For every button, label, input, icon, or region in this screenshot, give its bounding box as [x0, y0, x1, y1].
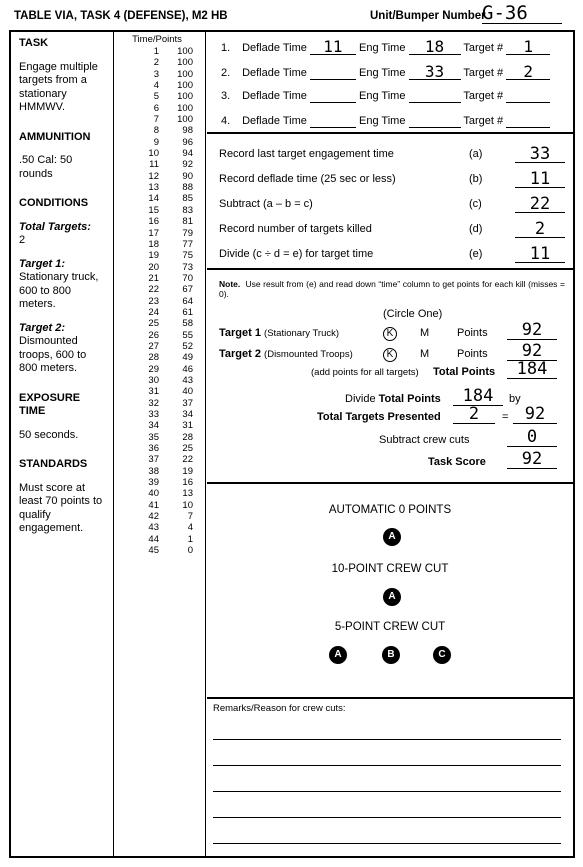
scoring-section [207, 270, 573, 478]
task-text: Engage multiple targets from a stationary HMMWV. [19, 60, 98, 113]
record-label: Subtract (a – b = c) [219, 198, 313, 210]
target-number-field[interactable]: 2 [506, 65, 550, 80]
time-value: 44 [148, 533, 159, 545]
row-number: 4. [221, 115, 231, 127]
total-targets-heading: Total Targets: [19, 220, 91, 233]
points-value: 10 [182, 499, 193, 511]
time-points-row [115, 330, 199, 341]
points-value: 98 [182, 125, 193, 137]
form-frame [9, 30, 575, 858]
time-points-row [115, 182, 199, 193]
record-value-field[interactable]: 11 [515, 246, 565, 263]
time-value: 41 [148, 499, 159, 511]
crew-cut-a-five[interactable]: A [329, 646, 347, 664]
record-row-e [219, 246, 563, 262]
points-value: 64 [182, 295, 193, 307]
target2-m[interactable]: M [420, 348, 430, 360]
target1-bold: Target 1 [219, 327, 261, 339]
points-value: 52 [182, 340, 193, 352]
time-points-table [115, 34, 199, 556]
time-points-row [115, 307, 199, 318]
points-value: 67 [182, 284, 193, 296]
time-points-row [115, 103, 199, 114]
time-value: 17 [148, 227, 159, 239]
circle-one-label: (Circle One) [383, 308, 443, 320]
deflade-time-field[interactable] [310, 79, 356, 80]
total-points-label: Total Points [433, 366, 496, 378]
time-value: 5 [153, 91, 159, 103]
time-value: 40 [148, 488, 159, 500]
note-bold: Note. [219, 279, 241, 289]
time-points-row [115, 477, 199, 488]
deflade-section [207, 32, 573, 130]
time-points-row [115, 386, 199, 397]
time-value: 30 [148, 374, 159, 386]
row-number: 1. [221, 42, 231, 54]
time-value: 37 [148, 454, 159, 466]
divide-total-field[interactable]: 184 [453, 388, 503, 406]
time-value: 6 [153, 102, 159, 114]
target-label: Target # [463, 90, 504, 102]
record-label: Record deflade time (25 sec or less) [219, 173, 396, 185]
eng-time-field[interactable]: 18 [409, 40, 461, 55]
points-value: 100 [177, 80, 193, 92]
time-points-row [115, 500, 199, 511]
by-label: by [509, 393, 521, 405]
ten-point-label: 10-POINT CREW CUT [331, 563, 449, 575]
time-points-row [115, 91, 199, 102]
points-value: 19 [182, 465, 193, 477]
points-value: 46 [182, 363, 193, 375]
row-number: 3. [221, 90, 231, 102]
target1-m[interactable]: M [420, 327, 430, 339]
crew-cut-c-five[interactable]: C [433, 646, 451, 664]
crew-cut-a-auto[interactable]: A [383, 528, 401, 546]
time-points-row [115, 262, 199, 273]
time-value: 15 [148, 204, 159, 216]
crew-cuts-field[interactable]: 0 [507, 429, 557, 447]
time-value: 2 [153, 57, 159, 69]
divide-total-points: Total Points [378, 393, 441, 405]
points-value: 96 [182, 136, 193, 148]
deflade-row-1 [221, 37, 550, 56]
deflade-label: Deflade Time [242, 115, 307, 127]
time-value: 7 [153, 114, 159, 126]
unit-label: Unit/Bumper Number [370, 10, 486, 22]
target2-desc: (Dismounted Troops) [264, 349, 353, 360]
time-value: 23 [148, 295, 159, 307]
points-value: 77 [182, 238, 193, 250]
target2-bold: Target 2 [219, 348, 261, 360]
record-label: Record number of targets killed [219, 223, 372, 235]
time-value: 28 [148, 352, 159, 364]
time-points-row [115, 216, 199, 227]
time-value: 36 [148, 443, 159, 455]
targets-presented-field[interactable]: 2 [453, 406, 495, 424]
time-points-row [115, 69, 199, 80]
task-heading: TASK [19, 37, 49, 49]
time-points-row [115, 137, 199, 148]
time-value: 34 [148, 420, 159, 432]
points-value: 37 [182, 397, 193, 409]
time-value: 12 [148, 170, 159, 182]
standards-heading: STANDARDS [19, 458, 88, 470]
eng-time-field[interactable] [409, 102, 461, 103]
remarks-line[interactable] [213, 739, 561, 740]
deflade-label: Deflade Time [242, 67, 307, 79]
time-value: 13 [148, 182, 159, 194]
points-value: 70 [182, 272, 193, 284]
time-value: 29 [148, 363, 159, 375]
points-value: 43 [182, 374, 193, 386]
time-value: 11 [149, 159, 159, 171]
time-points-row [115, 296, 199, 307]
time-value: 1 [153, 46, 159, 57]
eng-time-field[interactable] [409, 127, 461, 128]
time-points-row [115, 511, 199, 522]
note-text: Use result from (e) and read down “time” column to get points for each kill (misses = 0). [219, 279, 565, 299]
time-value: 18 [148, 238, 159, 250]
points-value: 83 [182, 204, 193, 216]
points-value: 100 [177, 57, 193, 69]
time-value: 3 [153, 68, 159, 80]
target2-heading: Target 2: [19, 321, 66, 334]
points-value: 55 [182, 329, 193, 341]
eng-label: Eng Time [359, 90, 406, 102]
points-value: 94 [182, 148, 193, 160]
eng-label: Eng Time [359, 115, 406, 127]
time-points-divider [205, 32, 206, 856]
record-label: Record last target engagement time [219, 148, 394, 160]
time-points-header: Time/Points [132, 34, 182, 45]
eng-label: Eng Time [359, 42, 406, 54]
record-row-d [219, 221, 563, 237]
time-value: 22 [148, 284, 159, 296]
points-value: 73 [182, 261, 193, 273]
ammunition-text: .50 Cal: 50 rounds [19, 154, 73, 180]
time-points-row [115, 250, 199, 261]
time-value: 24 [148, 306, 159, 318]
points-value: 13 [182, 488, 193, 500]
time-points-row [115, 488, 199, 499]
points-value: 100 [177, 68, 193, 80]
points-value: 4 [187, 522, 193, 534]
time-value: 39 [148, 477, 159, 489]
time-points-row [115, 205, 199, 216]
target-number-field[interactable] [506, 102, 550, 103]
time-points-rows [115, 46, 199, 556]
time-points-row [115, 125, 199, 136]
ammunition-heading: AMMUNITION [19, 130, 91, 143]
time-points-row [115, 57, 199, 68]
time-points-row [115, 318, 199, 329]
record-letter: (c) [469, 198, 482, 210]
kill-circle: K [383, 348, 397, 362]
crew-cuts-label: Subtract crew cuts [379, 434, 470, 446]
exposure-text: 50 seconds. [19, 428, 79, 441]
points-value: 100 [177, 114, 193, 126]
remarks-line[interactable] [213, 765, 561, 766]
record-label: Divide (c ÷ d = e) for target time [219, 248, 374, 260]
record-letter: (d) [469, 223, 483, 235]
record-value-field[interactable]: 2 [515, 221, 565, 238]
time-value: 27 [148, 340, 159, 352]
deflade-time-field[interactable] [310, 102, 356, 103]
time-points-row [115, 364, 199, 375]
eng-time-field[interactable]: 33 [409, 65, 461, 80]
time-value: 21 [148, 272, 159, 284]
deflade-time-field[interactable]: 11 [310, 40, 356, 55]
target1-points-field[interactable]: 92 [507, 322, 557, 340]
points-value: 25 [182, 443, 193, 455]
points-value: 16 [182, 477, 193, 489]
time-points-row [115, 443, 199, 454]
points-value: 88 [182, 182, 193, 194]
deflade-row-3 [221, 89, 550, 103]
time-points-row [115, 522, 199, 533]
crew-cut-b-five[interactable]: B [382, 646, 400, 664]
time-points-row [115, 80, 199, 91]
deflade-label: Deflade Time [242, 42, 307, 54]
remarks-line[interactable] [213, 817, 561, 818]
deflade-row-4 [221, 114, 550, 128]
points-value: 79 [182, 227, 193, 239]
time-points-row [115, 352, 199, 363]
record-letter: (e) [469, 248, 483, 260]
record-row-a [219, 146, 563, 162]
time-points-row [115, 466, 199, 477]
form-title: TABLE VIA, TASK 4 (DEFENSE), M2 HB [14, 10, 228, 22]
time-points-row [115, 409, 199, 420]
time-value: 16 [148, 216, 159, 228]
time-points-row [115, 534, 199, 545]
unit-number-field[interactable]: G-36 [482, 3, 562, 24]
points-value: 34 [182, 409, 193, 420]
points-value: 0 [187, 545, 193, 557]
record-letter: (a) [469, 148, 483, 160]
time-points-row [115, 171, 199, 182]
points-value: 90 [182, 170, 193, 182]
task-score-label: Task Score [428, 456, 486, 468]
points-value: 40 [182, 386, 193, 398]
standards-text: Must score at least 70 points to qualify engagement. [19, 481, 103, 534]
target2-text: Dismounted troops, 600 to 800 meters. [19, 335, 87, 374]
add-points-note: (add points for all targets) [311, 367, 419, 378]
row-number: 2. [221, 67, 231, 79]
record-row-c [219, 196, 563, 212]
task-description-column [19, 37, 107, 536]
deflade-label: Deflade Time [242, 90, 307, 102]
points-value: 81 [182, 216, 193, 228]
exposure-heading: EXPOSURE TIME [19, 391, 81, 417]
time-value: 19 [148, 250, 159, 262]
points-value: 100 [177, 91, 193, 103]
time-value: 26 [148, 329, 159, 341]
time-value: 33 [148, 409, 159, 420]
time-points-row [115, 46, 199, 57]
target1-label [219, 326, 339, 341]
time-points-row [115, 114, 199, 125]
points-value: 61 [182, 306, 193, 318]
remarks-label: Remarks/Reason for crew cuts: [213, 703, 346, 714]
points-value: 22 [182, 454, 193, 466]
points-value: 85 [182, 193, 193, 205]
time-value: 38 [148, 465, 159, 477]
divide-word: Divide [345, 393, 376, 405]
target-number-field[interactable] [506, 127, 550, 128]
time-points-row [115, 420, 199, 431]
points-value: 58 [182, 318, 193, 330]
five-point-label: 5-POINT CREW CUT [334, 621, 446, 633]
time-value: 42 [148, 511, 159, 523]
points-value: 92 [182, 159, 193, 171]
time-points-row [115, 375, 199, 386]
time-points-row [115, 193, 199, 204]
task-score-field[interactable]: 92 [507, 451, 557, 469]
points-label: Points [457, 348, 488, 360]
time-value: 8 [153, 125, 159, 137]
points-label: Points [457, 327, 488, 339]
time-value: 20 [148, 261, 159, 273]
points-value: 7 [187, 511, 193, 523]
time-value: 35 [148, 431, 159, 443]
points-value: 31 [182, 420, 193, 432]
remarks-section [207, 699, 573, 858]
points-value: 1 [187, 533, 193, 545]
record-row-b [219, 171, 563, 187]
time-value: 14 [148, 193, 159, 205]
record-section [207, 134, 573, 269]
conditions-heading: CONDITIONS [19, 197, 89, 209]
time-value: 45 [148, 545, 159, 557]
points-value: 100 [177, 102, 193, 114]
target2-points-field[interactable]: 92 [507, 343, 557, 361]
remarks-line[interactable] [213, 791, 561, 792]
time-points-row [115, 228, 199, 239]
time-points-row [115, 432, 199, 443]
crew-cut-a-ten[interactable]: A [383, 588, 401, 606]
result-field[interactable]: 92 [513, 406, 557, 424]
time-value: 25 [148, 318, 159, 330]
time-points-row [115, 398, 199, 409]
target-label: Target # [463, 115, 504, 127]
total-targets-value: 2 [19, 234, 26, 246]
target-label: Target # [463, 67, 504, 79]
time-value: 31 [148, 386, 159, 398]
time-value: 32 [148, 397, 159, 409]
target-label: Target # [463, 42, 504, 54]
points-value: 28 [182, 431, 193, 443]
eng-label: Eng Time [359, 67, 406, 79]
points-value: 75 [182, 250, 193, 262]
left-divider [113, 32, 114, 856]
time-value: 43 [148, 522, 159, 534]
crew-cuts-section [207, 484, 573, 697]
total-points-field[interactable]: 184 [507, 361, 557, 379]
record-letter: (b) [469, 173, 483, 185]
points-value: 49 [182, 352, 193, 364]
time-points-row [115, 159, 199, 170]
time-points-row [115, 284, 199, 295]
remarks-line[interactable] [213, 843, 561, 844]
record-value-field[interactable]: 11 [515, 171, 565, 188]
points-value: 100 [177, 46, 193, 57]
target1-desc: (Stationary Truck) [264, 328, 340, 339]
scoring-note [219, 279, 565, 299]
time-points-row [115, 273, 199, 284]
record-value-field[interactable]: 22 [515, 196, 565, 213]
time-value: 9 [153, 136, 159, 148]
target1-text: Stationary truck, 600 to 800 meters. [19, 271, 99, 310]
time-value: 4 [153, 80, 159, 92]
time-points-row [115, 148, 199, 159]
targets-presented-label: Total Targets Presented [317, 411, 441, 423]
time-points-row [115, 454, 199, 465]
record-value-field[interactable]: 33 [515, 146, 565, 163]
target2-k-circled[interactable] [383, 347, 397, 362]
target-number-field[interactable]: 1 [506, 40, 550, 55]
equals-sign: = [502, 411, 509, 423]
time-points-row [115, 545, 199, 556]
time-points-row [115, 239, 199, 250]
target1-heading: Target 1: [19, 257, 66, 270]
divide-label [345, 392, 441, 406]
target1-k-circled[interactable] [383, 326, 397, 341]
target2-label [219, 347, 353, 362]
kill-circle: K [383, 327, 397, 341]
deflade-time-field[interactable] [310, 127, 356, 128]
automatic-zero-label: AUTOMATIC 0 POINTS [328, 504, 452, 516]
deflade-row-2 [221, 62, 550, 81]
time-value: 10 [148, 148, 159, 160]
time-points-row [115, 341, 199, 352]
